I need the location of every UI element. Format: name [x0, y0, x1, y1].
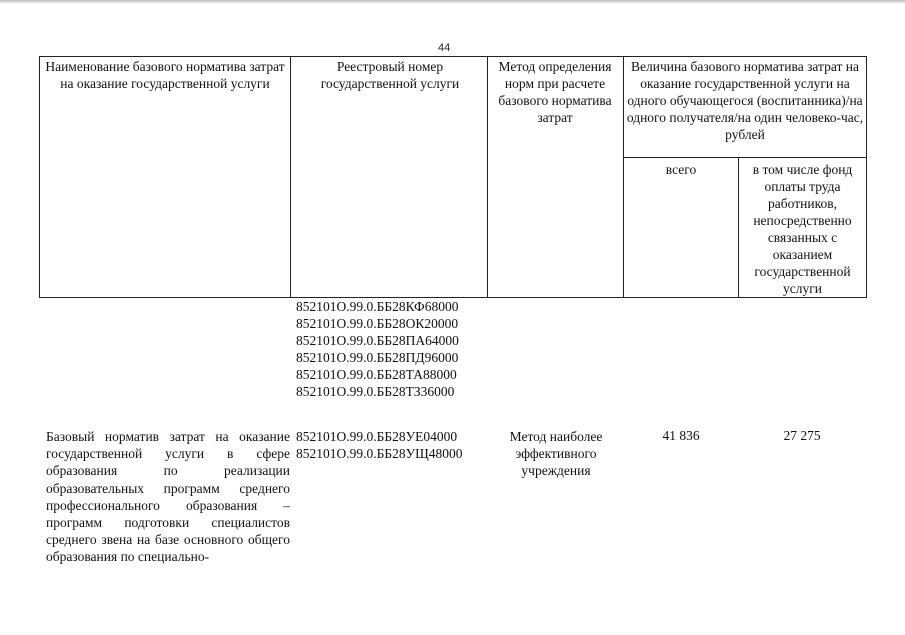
row-method: Метод наиболее эффективного учреждения — [509, 429, 603, 478]
row-name: Базовый норматив затрат на оказание государственной услуги в сфере образования по реализации образовательных программ среднего профессионального образования – программ подготовки специалистов среднего звена на базе основного общего образования по специально- — [46, 429, 290, 565]
registry-code: 852101О.99.0.ББ28УЕ04000 — [296, 429, 458, 444]
header-col-registry: Реестровый номер государственной услуги — [320, 59, 460, 91]
header-col-value: Величина базового норматива затрат на оказание государственной услуги на одного обучающегося (воспитанника)/на одного получателя/на один человеко-час, рублей — [626, 59, 864, 142]
registry-code: 852101О.99.0.ББ28ТЗ36000 — [296, 384, 455, 399]
row-total: 41 836 — [662, 428, 700, 443]
registry-code: 852101О.99.0.ББ28ТА88000 — [296, 367, 457, 382]
continued-codes-list — [296, 298, 459, 400]
registry-code: 852101О.99.0.ББ28КФ68000 — [296, 299, 459, 314]
page-number: 44 — [438, 42, 451, 54]
row-codes-list — [296, 428, 463, 462]
header-col-name: Наименование базового норматива затрат на оказание государственной услуги — [45, 59, 285, 91]
registry-code: 852101О.99.0.ББ28УЩ48000 — [296, 446, 463, 461]
header-sub-fot: в том числе фонд оплаты труда работников, непосредственно связанных с оказанием государственной услуги — [752, 162, 853, 296]
header-sub-total: всего — [665, 162, 697, 177]
row-fot: 27 275 — [783, 428, 821, 443]
registry-code: 852101О.99.0.ББ28ПА64000 — [296, 333, 459, 348]
scan-edge — [0, 0, 905, 4]
registry-code: 852101О.99.0.ББ28ПД96000 — [296, 350, 459, 365]
registry-code: 852101О.99.0.ББ28ОК20000 — [296, 316, 459, 331]
header-col-method: Метод определения норм при расчете базового норматива затрат — [498, 59, 612, 125]
